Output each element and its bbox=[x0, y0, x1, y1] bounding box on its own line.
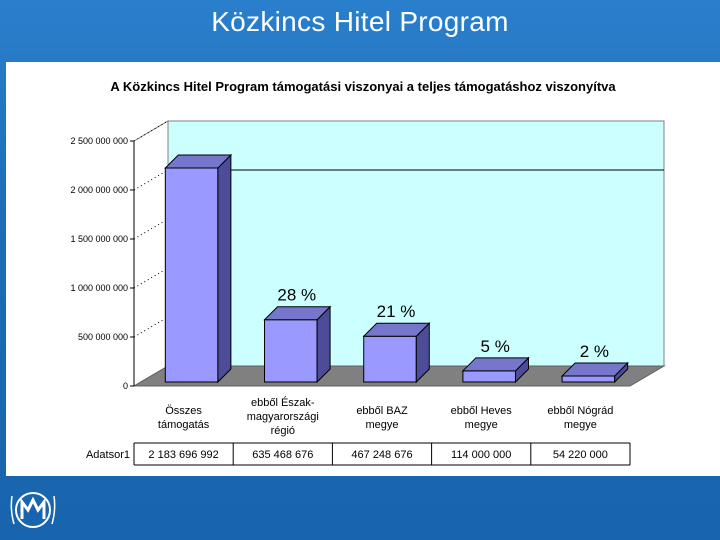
category-label: ebből BAZ bbox=[356, 405, 408, 417]
bar-chart bbox=[6, 62, 720, 476]
y-tick-label: 2 500 000 000 bbox=[70, 136, 128, 146]
bar-front bbox=[562, 376, 615, 382]
table-value: 114 000 000 bbox=[451, 449, 512, 461]
percent-label: 28 % bbox=[277, 285, 317, 305]
percent-label: 2 % bbox=[579, 342, 610, 361]
y-tick-label: 0 bbox=[122, 381, 128, 391]
table-value: 54 220 000 bbox=[552, 449, 608, 461]
table-value: 2 183 696 992 bbox=[148, 449, 219, 461]
bar-front bbox=[364, 336, 417, 382]
category-label: magyarországi bbox=[246, 411, 319, 423]
category-label: régió bbox=[270, 425, 296, 437]
category-label: ebből Nógrád bbox=[547, 405, 614, 417]
category-label: ebből Heves bbox=[450, 405, 512, 417]
chart-title: A Közkincs Hitel Program támogatási viszonyai a teljes támogatáshoz viszonyítva bbox=[110, 79, 616, 94]
table-value: 635 468 676 bbox=[252, 449, 314, 461]
bar-side bbox=[218, 155, 231, 382]
side-wall bbox=[134, 121, 168, 386]
chart-panel bbox=[6, 62, 720, 476]
category-label: megye bbox=[365, 419, 399, 431]
bar-front bbox=[165, 168, 218, 382]
category-label: megye bbox=[563, 419, 597, 431]
y-tick-label: 2 000 000 000 bbox=[70, 185, 128, 195]
percent-label: 5 % bbox=[480, 336, 510, 356]
y-tick-label: 1 000 000 000 bbox=[70, 283, 128, 293]
y-tick-label: 1 500 000 000 bbox=[70, 234, 128, 244]
bar-front bbox=[463, 371, 516, 382]
slide-title: Közkincs Hitel Program bbox=[211, 6, 509, 37]
category-label: ebből Észak- bbox=[251, 397, 315, 409]
logo-icon bbox=[6, 486, 60, 534]
percent-label: 21 % bbox=[376, 302, 416, 322]
category-label: megye bbox=[464, 419, 498, 431]
bar-front bbox=[265, 320, 318, 382]
table-value: 467 248 676 bbox=[351, 449, 413, 461]
category-label: támogatás bbox=[157, 419, 210, 431]
category-label: Összes bbox=[165, 405, 202, 417]
y-tick-label: 500 000 000 bbox=[77, 332, 128, 342]
series-name: Adatsor1 bbox=[85, 449, 130, 461]
